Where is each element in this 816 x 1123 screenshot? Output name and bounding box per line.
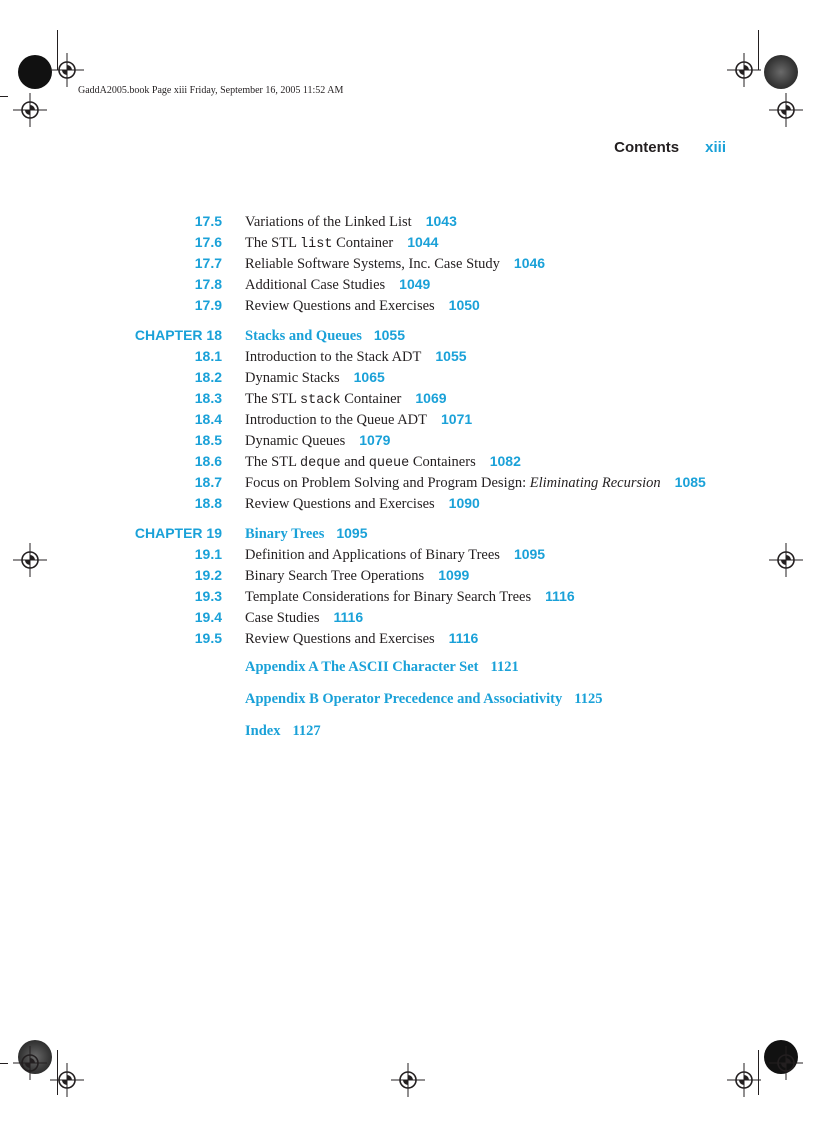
toc-section-row (0, 451, 816, 472)
page-number: 1055 (435, 348, 467, 364)
section-number: 18.8 (194, 495, 222, 511)
toc-section-row (0, 607, 816, 628)
chapter-label: CHAPTER 18 (134, 327, 222, 343)
section-number: 18.5 (194, 432, 222, 448)
title-text: Review Questions and Exercises (245, 631, 435, 647)
title-text: Binary Search Tree Operations (245, 568, 425, 584)
print-slug: GaddA2005.book Page xiii Friday, September 16, 2005 11:52 AM (78, 85, 344, 96)
section-title (245, 367, 385, 389)
title-text: Focus on Problem Solving and Program Design: (245, 475, 530, 491)
section-title (245, 472, 706, 494)
page-number: 1065 (353, 369, 385, 385)
code-term: list (300, 237, 333, 252)
registration-mark-icon (13, 93, 47, 127)
section-number: 17.7 (194, 255, 222, 271)
section-title (245, 586, 575, 608)
title-text: The STL (245, 391, 301, 407)
toc-section-row (0, 565, 816, 586)
section-title (245, 388, 447, 411)
title-text: Dynamic Queues (245, 433, 346, 449)
page-number: 1090 (448, 495, 480, 511)
section-number: 19.1 (194, 546, 222, 562)
page-number: 1125 (574, 691, 603, 707)
crop-mark-icon (0, 1063, 8, 1064)
running-head (614, 139, 726, 156)
toc-section-row (0, 274, 816, 295)
section-number: 17.8 (194, 276, 222, 292)
section-number: 18.4 (194, 411, 222, 427)
section-number: 19.2 (194, 567, 222, 583)
title-text: Variations of the Linked List (245, 214, 412, 230)
appendix-row (0, 657, 816, 689)
section-title (245, 295, 480, 317)
section-title (245, 451, 521, 474)
title-text: Dynamic Stacks (245, 370, 340, 386)
title-text: Containers (409, 454, 476, 470)
appendix-title-text: Appendix A The ASCII Character Set (245, 659, 479, 675)
registration-mark-icon (727, 53, 761, 87)
section-number: 17.5 (194, 213, 222, 229)
chapter-label: CHAPTER 19 (134, 525, 222, 541)
table-of-contents (0, 211, 816, 753)
section-title (245, 430, 390, 452)
registration-mark-icon (391, 1063, 425, 1097)
emphasis-text: Eliminating Recursion (529, 475, 661, 491)
crop-mark-icon (0, 96, 8, 97)
toc-section-row (0, 544, 816, 565)
page-number: 1044 (407, 234, 439, 250)
section-title (245, 544, 545, 566)
section-title (245, 607, 363, 629)
chapter-19-row (0, 523, 816, 544)
toc-section-row (0, 388, 816, 409)
toc-section-row (0, 232, 816, 253)
code-term: stack (300, 393, 341, 408)
section-number: 19.5 (194, 630, 222, 646)
page-number: 1099 (438, 567, 470, 583)
title-text: Definition and Applications of Binary Trees (245, 547, 500, 563)
registration-mark-icon (50, 53, 84, 87)
title-text: Container (340, 391, 402, 407)
title-text: Additional Case Studies (245, 277, 386, 293)
page-number: 1116 (448, 630, 479, 646)
section-number: 18.3 (194, 390, 222, 406)
color-bar-icon (18, 55, 52, 89)
section-title (245, 211, 457, 233)
toc-section-row (0, 430, 816, 451)
running-head-title: Contents (614, 139, 680, 156)
title-text: Reliable Software Systems, Inc. Case Study (245, 256, 500, 272)
toc-section-row (0, 409, 816, 430)
section-group-18 (0, 346, 816, 514)
page-number: 1050 (448, 297, 480, 313)
registration-mark-icon (13, 543, 47, 577)
registration-mark-icon (769, 543, 803, 577)
page-number: 1055 (373, 327, 405, 343)
section-title (245, 253, 545, 275)
toc-section-row (0, 346, 816, 367)
registration-mark-icon (769, 1046, 803, 1080)
registration-mark-icon (13, 1046, 47, 1080)
toc-section-row (0, 493, 816, 514)
section-number: 18.1 (194, 348, 222, 364)
title-text: Container (332, 235, 394, 251)
toc-section-row (0, 211, 816, 232)
title-text: The STL (245, 454, 301, 470)
section-number: 18.2 (194, 369, 222, 385)
toc-section-row (0, 472, 816, 493)
section-title (245, 232, 438, 255)
section-title (245, 274, 430, 296)
chapter-title (245, 523, 368, 545)
chapter-title-text: Stacks and Queues (245, 328, 362, 344)
page-number: 1121 (490, 659, 519, 675)
section-number: 17.6 (194, 234, 222, 250)
registration-mark-icon (769, 93, 803, 127)
section-title (245, 346, 467, 368)
title-text: Introduction to the Queue ADT (245, 412, 428, 428)
title-text: Introduction to the Stack ADT (245, 349, 422, 365)
chapter-title-text: Binary Trees (245, 526, 325, 542)
page-number: 1043 (425, 213, 457, 229)
page-number: 1095 (513, 546, 546, 562)
title-text: The STL (245, 235, 301, 251)
section-title (245, 409, 472, 431)
appendix-title-text: Appendix B Operator Precedence and Associativity (245, 691, 563, 707)
running-head-page-number: xiii (705, 139, 726, 156)
color-bar-icon (764, 55, 798, 89)
page-number: 1116 (333, 609, 364, 625)
page-number: 1127 (292, 723, 321, 739)
title-text: Review Questions and Exercises (245, 298, 435, 314)
title-text: and (340, 454, 369, 470)
page-number: 1116 (545, 588, 575, 604)
toc-section-row (0, 586, 816, 607)
section-title (245, 565, 469, 587)
page-number: 1069 (415, 390, 447, 406)
page-number: 1071 (441, 411, 473, 427)
appendix-row (0, 721, 816, 753)
section-title (245, 493, 480, 515)
page-number: 1079 (359, 432, 391, 448)
section-number: 18.7 (194, 474, 222, 490)
chapter-18-row (0, 325, 816, 346)
page-number: 1046 (513, 255, 546, 271)
title-text: Template Considerations for Binary Search Trees (245, 589, 532, 605)
appendix-title (245, 657, 519, 678)
toc-section-row (0, 628, 816, 649)
appendix-list (0, 657, 816, 753)
code-term: deque (300, 456, 341, 471)
section-number: 19.3 (194, 588, 222, 604)
title-text: Case Studies (245, 610, 320, 626)
registration-mark-icon (727, 1063, 761, 1097)
toc-section-row (0, 253, 816, 274)
appendix-title (245, 689, 602, 710)
page-number: 1082 (489, 453, 521, 469)
page-number: 1085 (674, 474, 706, 490)
code-term: queue (368, 456, 410, 471)
section-group-19 (0, 544, 816, 649)
section-number: 17.9 (194, 297, 222, 313)
title-text: Review Questions and Exercises (245, 496, 435, 512)
section-number: 18.6 (194, 453, 222, 469)
chapter-title (245, 325, 405, 347)
page-number: 1095 (336, 525, 368, 541)
toc-section-row (0, 295, 816, 316)
registration-mark-icon (50, 1063, 84, 1097)
toc-section-row (0, 367, 816, 388)
page-number: 1049 (399, 276, 431, 292)
section-number: 19.4 (194, 609, 222, 625)
section-title (245, 628, 478, 650)
appendix-row (0, 689, 816, 721)
section-group-17 (0, 211, 816, 316)
appendix-title-text: Index (245, 723, 281, 739)
appendix-title (245, 721, 321, 742)
